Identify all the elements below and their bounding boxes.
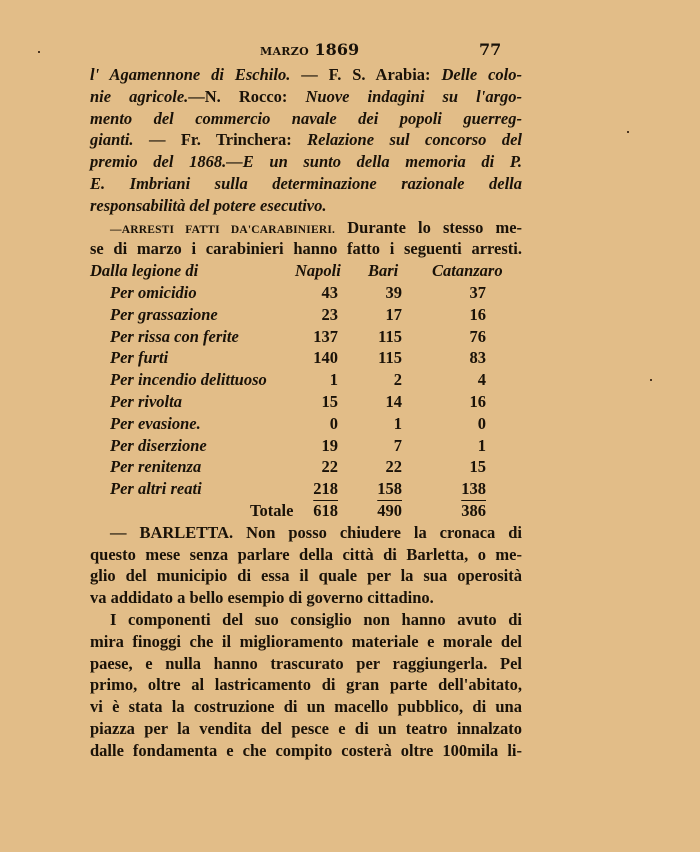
cell-napoli: 22 bbox=[321, 457, 338, 477]
page-header bbox=[90, 38, 522, 64]
cell-catanzaro: 83 bbox=[469, 348, 486, 368]
text-segment: se di marzo i carabinieri hanno fatto i seguenti arresti. bbox=[90, 239, 522, 259]
running-title-month: MARZO bbox=[260, 45, 309, 58]
text-segment: mira finoggi che il miglioramento materiale e morale del bbox=[90, 631, 522, 651]
text-segment: Nuove indagini su l'argo- bbox=[305, 86, 522, 106]
cell-napoli: 137 bbox=[313, 326, 338, 346]
text-line bbox=[90, 740, 522, 762]
text-line bbox=[90, 217, 522, 239]
arrests-table bbox=[90, 260, 522, 522]
table-row bbox=[90, 282, 522, 304]
cell-catanzaro: 1 bbox=[477, 435, 486, 455]
cell-napoli: 0 bbox=[329, 413, 338, 433]
cell-napoli: 43 bbox=[321, 282, 338, 302]
text-segment: Delle colo- bbox=[441, 65, 522, 84]
table-total-row bbox=[90, 500, 522, 522]
text-line bbox=[90, 86, 522, 108]
row-label: Per grassazione bbox=[110, 304, 218, 324]
text-segment: questo mese senza parlare della città di Barletta, o me- bbox=[90, 544, 522, 564]
cell-catanzaro: 37 bbox=[469, 282, 486, 302]
text-segment: nie agricole. bbox=[90, 86, 189, 106]
text-segment: dalle fondamenta e che compito costerà oltre 100mila li- bbox=[90, 740, 522, 760]
text-line bbox=[90, 696, 522, 718]
text-segment: glio del municipio di essa il quale per la sua operosità bbox=[90, 566, 522, 586]
text-segment: Durante lo stesso me- bbox=[335, 217, 523, 237]
cell-napoli: 15 bbox=[321, 391, 338, 411]
text-segment: piazza per la vendita del pesce e di un teatro innalzato bbox=[90, 718, 522, 738]
cell-bari: 7 bbox=[393, 435, 402, 455]
cell-bari: 17 bbox=[385, 304, 402, 324]
row-label: Per rivolta bbox=[110, 391, 182, 411]
table-header-row bbox=[90, 260, 522, 282]
text-line bbox=[90, 609, 522, 631]
text-segment: Relazione sul concorso del bbox=[307, 130, 522, 150]
total-bari: 490 bbox=[377, 500, 402, 520]
text-line bbox=[90, 129, 522, 151]
text-segment: mento del commercio navale dei popoli guerreg- bbox=[90, 108, 522, 128]
cell-bari: 1 bbox=[393, 413, 402, 433]
paragraph-municipal-works bbox=[90, 609, 522, 762]
text-line bbox=[90, 522, 522, 544]
text-line bbox=[90, 238, 522, 260]
text-segment: — F. S. Arabia: bbox=[290, 65, 442, 84]
row-label: Per incendio delittuoso bbox=[110, 370, 267, 390]
row-label: Per omicidio bbox=[110, 282, 197, 302]
cell-napoli: 23 bbox=[321, 304, 338, 324]
table-row bbox=[90, 456, 522, 478]
table-row bbox=[90, 435, 522, 457]
text-line bbox=[90, 151, 522, 173]
scan-speck bbox=[627, 131, 629, 133]
page-number: 77 bbox=[479, 40, 502, 59]
column-header-catanzaro: Catanzaro bbox=[432, 261, 503, 281]
text-line bbox=[90, 565, 522, 587]
cell-bari: 2 bbox=[393, 370, 402, 390]
running-title bbox=[260, 40, 359, 59]
barletta-section bbox=[90, 522, 522, 609]
cell-catanzaro: 0 bbox=[477, 413, 486, 433]
total-napoli: 618 bbox=[313, 500, 338, 520]
cell-bari: 115 bbox=[378, 326, 402, 346]
text-segment: E. Imbriani sulla determinazione razionale della bbox=[90, 173, 522, 193]
cell-catanzaro: 15 bbox=[469, 457, 486, 477]
cell-bari: 14 bbox=[385, 391, 402, 411]
table-header-label: Dalla legione di bbox=[90, 261, 199, 281]
cell-bari: 39 bbox=[385, 282, 402, 302]
text-line bbox=[90, 718, 522, 740]
cell-bari: 158 bbox=[377, 479, 402, 499]
text-segment: — Fr. Trinchera: bbox=[133, 130, 308, 150]
text-line bbox=[90, 195, 522, 217]
total-catanzaro: 386 bbox=[461, 500, 486, 520]
text-line bbox=[90, 674, 522, 696]
cell-catanzaro: 138 bbox=[461, 479, 486, 499]
paragraph-publications bbox=[90, 64, 522, 217]
text-line bbox=[90, 64, 522, 86]
text-segment: responsabilità del potere esecutivo. bbox=[90, 195, 327, 215]
scan-speck bbox=[38, 51, 40, 53]
text-segment: primo, oltre al lastricamento di gran parte dell'abitato, bbox=[90, 675, 522, 695]
section-heading: —ARRESTI FATTI DA'CARABINIERI. bbox=[110, 223, 336, 236]
cell-napoli: 19 bbox=[321, 435, 338, 455]
text-line bbox=[90, 108, 522, 130]
text-segment: paese, e nulla hanno trascurato per raggiungerla. Pel bbox=[90, 653, 522, 673]
cell-catanzaro: 16 bbox=[469, 391, 486, 411]
table-row bbox=[90, 413, 522, 435]
text-segment: l' Agamennone di Eschilo. bbox=[90, 65, 291, 84]
cell-napoli: 140 bbox=[313, 348, 338, 368]
row-label: Per furti bbox=[110, 348, 169, 368]
text-line bbox=[90, 653, 522, 675]
scan-speck bbox=[650, 379, 652, 381]
text-segment: gianti. bbox=[90, 130, 134, 150]
text-segment: va addidato a bello esempio di governo cittadino. bbox=[90, 588, 434, 608]
table-row bbox=[90, 347, 522, 369]
column-header-bari: Bari bbox=[368, 261, 399, 281]
total-label: Totale bbox=[250, 500, 294, 520]
text-segment: —N. Rocco: bbox=[188, 86, 306, 106]
text-segment: I componenti del suo consiglio non hanno avuto di bbox=[110, 609, 522, 629]
text-segment: vi è stata la costruzione di un macello pubblico, di una bbox=[90, 697, 522, 717]
cell-napoli: 1 bbox=[329, 370, 338, 390]
row-label: Per renitenza bbox=[110, 457, 202, 477]
cell-napoli: 218 bbox=[313, 479, 338, 499]
column-header-napoli: Napoli bbox=[295, 261, 341, 281]
text-line bbox=[90, 544, 522, 566]
row-label: Per altri reati bbox=[110, 479, 202, 499]
row-label: Per evasione. bbox=[110, 413, 201, 433]
text-line bbox=[90, 173, 522, 195]
text-line bbox=[90, 631, 522, 653]
text-segment: — BARLETTA. Non posso chiudere la cronaca di bbox=[110, 522, 522, 542]
document-page bbox=[90, 38, 522, 762]
text-line bbox=[90, 587, 522, 609]
table-row bbox=[90, 304, 522, 326]
text-segment: premio del 1868.—E un sunto della memoria di P. bbox=[90, 152, 522, 172]
arrests-section bbox=[90, 217, 522, 261]
cell-catanzaro: 16 bbox=[469, 304, 486, 324]
table-row bbox=[90, 478, 522, 500]
running-title-year: 1869 bbox=[314, 40, 360, 59]
row-label: Per rissa con ferite bbox=[110, 326, 239, 346]
table-row bbox=[90, 391, 522, 413]
cell-catanzaro: 76 bbox=[469, 326, 486, 346]
cell-bari: 115 bbox=[378, 348, 402, 368]
cell-catanzaro: 4 bbox=[477, 370, 486, 390]
table-row bbox=[90, 326, 522, 348]
table-row bbox=[90, 369, 522, 391]
row-label: Per diserzione bbox=[110, 435, 207, 455]
cell-bari: 22 bbox=[385, 457, 402, 477]
